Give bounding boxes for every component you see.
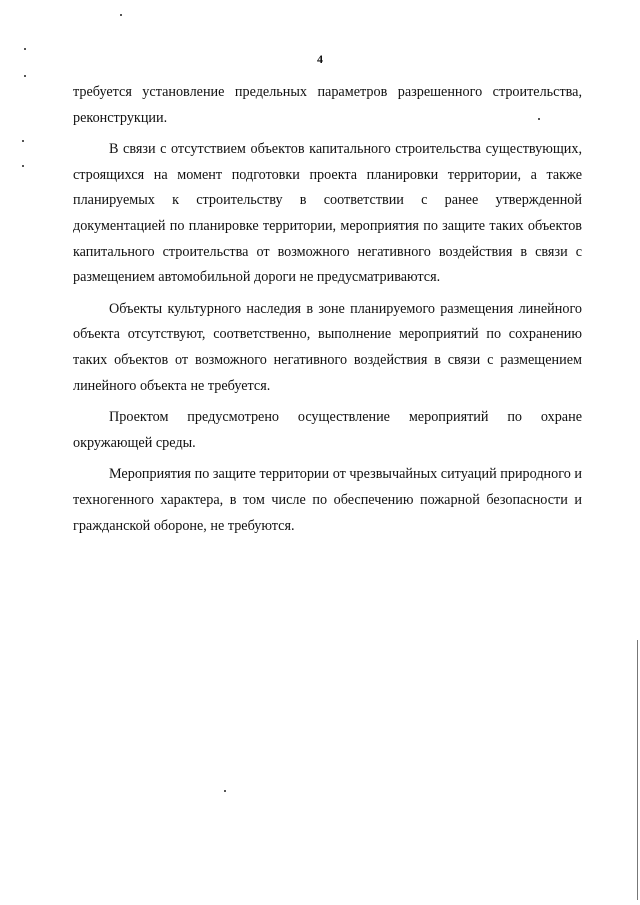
scan-edge-line	[637, 640, 638, 900]
document-body	[73, 80, 582, 545]
paragraph-capital-construction: В связи с отсутствием объектов капитального строительства существующих, строящихся на момент подготовки проекта планировки территории, а также планируемых к строительству в соответствии с ранее утвержденной документацией по планировке территории, мероприятия по защите таких объектов капитального строительства от возможного негативного воздействия в связи с размещением автомобильной дороги не предусматриваются.	[73, 141, 582, 286]
paragraph-cultural-heritage: Объекты культурного наследия в зоне планируемого размещения линейного объекта отсутствуют, соответственно, выполнение мероприятий по сохранению таких объектов от возможного негативного воздействия в связи с размещением линейного объекта не требуется.	[73, 300, 582, 394]
page-number: 4	[317, 52, 323, 66]
paragraph-emergency: Мероприятия по защите территории от чрезвычайных ситуаций природного и техногенного характера, в том числе по обеспечению пожарной безопасности и гражданской обороне, не требуются.	[73, 466, 582, 534]
scan-speck	[24, 48, 26, 50]
paragraph-environment: Проектом предусмотрено осуществление мероприятий по охране окружающей среды.	[73, 409, 582, 451]
scan-speck	[224, 790, 226, 792]
paragraph-continuation: требуется установление предельных параметров разрешенного строительства, реконструкции.	[73, 84, 582, 126]
scan-speck	[120, 14, 122, 16]
scan-speck	[22, 140, 24, 142]
scan-speck	[24, 75, 26, 77]
scan-speck	[22, 165, 24, 167]
scan-speck	[538, 118, 540, 120]
